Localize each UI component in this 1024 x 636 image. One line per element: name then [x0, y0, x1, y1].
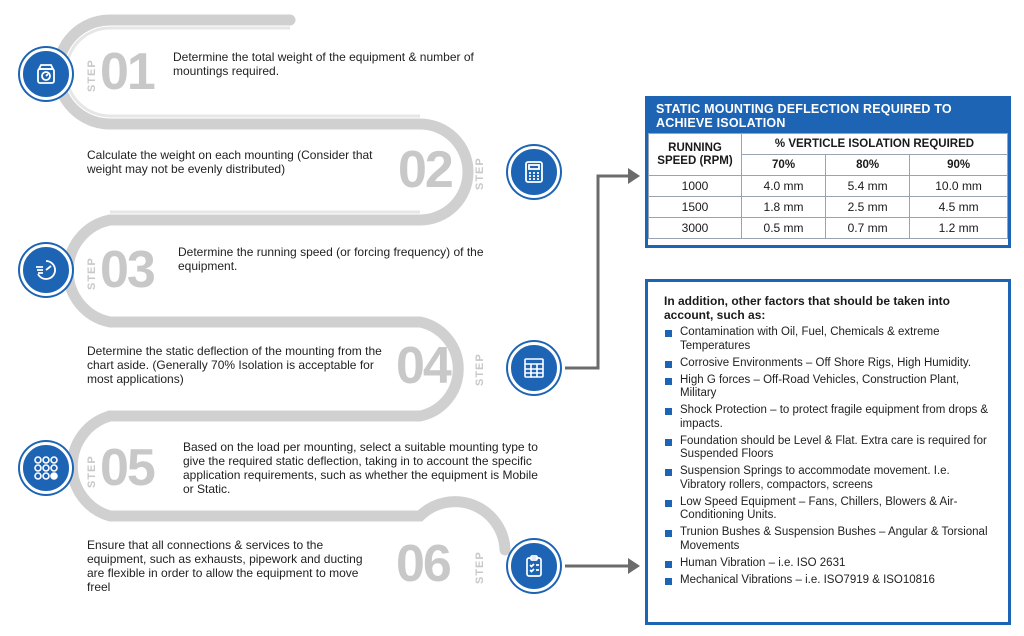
step-04-label: STEP [474, 353, 486, 386]
step-03-number: 03 [100, 241, 154, 299]
isolation-header: % VERTICLE ISOLATION REQUIRED [742, 134, 1008, 155]
col-header: 90% [910, 155, 1008, 176]
step-04-text: Determine the static deflection of the mounting from the chart aside. (Generally 70% Isolation is acceptable for most applications) [87, 344, 382, 386]
scale-icon [20, 48, 72, 100]
table-row [649, 176, 1008, 197]
list-item: Trunion Bushes & Suspension Bushes – Angular & Torsional Movements [664, 526, 994, 553]
arrow-to-table [565, 176, 630, 368]
step-05-label: STEP [86, 455, 98, 488]
list-item: Shock Protection – to protect fragile equipment from drops & impacts. [664, 404, 994, 431]
value-cell: 0.7 mm [826, 218, 910, 239]
calculator-icon [508, 146, 560, 198]
factors-list [664, 326, 994, 587]
step-04-number: 04 [396, 337, 450, 395]
speed-cell: 1500 [649, 197, 742, 218]
list-item: Mechanical Vibrations – i.e. ISO7919 & ISO10816 [664, 574, 994, 588]
chart-table-icon [508, 342, 560, 394]
factors-intro: In addition, other factors that should be taken into account, such as: [664, 294, 951, 322]
speed-header: RUNNING SPEED (RPM) [649, 134, 742, 176]
step-01-text: Determine the total weight of the equipment & number of mountings required. [173, 50, 474, 78]
clipboard-icon [508, 540, 560, 592]
list-item: High G forces – Off-Road Vehicles, Construction Plant, Military [664, 374, 994, 401]
list-item: Contamination with Oil, Fuel, Chemicals & extreme Temperatures [664, 326, 994, 353]
step-02-text: Calculate the weight on each mounting (Consider that weight may not be evenly distributed) [87, 148, 373, 176]
col-header: 80% [826, 155, 910, 176]
factors-box [645, 279, 1011, 625]
step-05-text: Based on the load per mounting, select a suitable mounting type to give the required static deflection, taking in to account the specific application requirements, such as whether the equipment is Mobile or Static. [183, 440, 538, 496]
value-cell: 0.5 mm [742, 218, 826, 239]
list-item: Suspension Springs to accommodate movement. I.e. Vibratory rollers, compactors, screens [664, 465, 994, 492]
dot-grid-icon [20, 442, 72, 494]
value-cell: 5.4 mm [826, 176, 910, 197]
table-row [649, 197, 1008, 218]
speed-cell: 1000 [649, 176, 742, 197]
speed-cell: 3000 [649, 218, 742, 239]
value-cell: 1.2 mm [910, 218, 1008, 239]
value-cell: 4.0 mm [742, 176, 826, 197]
step-02-number: 02 [398, 141, 452, 199]
step-06-number: 06 [396, 535, 450, 593]
list-item: Low Speed Equipment – Fans, Chillers, Blowers & Air-Conditioning Units. [664, 496, 994, 523]
step-06-label: STEP [474, 551, 486, 584]
step-03-label: STEP [86, 257, 98, 290]
step-05-number: 05 [100, 439, 154, 497]
col-header: 70% [742, 155, 826, 176]
value-cell: 4.5 mm [910, 197, 1008, 218]
step-06-text: Ensure that all connections & services to the equipment, such as exhausts, pipework and ducting are flexible in order to allow the equipment to move freel [87, 538, 363, 594]
speedometer-icon [20, 244, 72, 296]
list-item: Corrosive Environments – Off Shore Rigs, High Humidity. [664, 357, 994, 371]
value-cell: 2.5 mm [826, 197, 910, 218]
list-item: Foundation should be Level & Flat. Extra care is required for Suspended Floors [664, 435, 994, 462]
step-01-label: STEP [86, 59, 98, 92]
value-cell: 10.0 mm [910, 176, 1008, 197]
deflection-table-box [645, 96, 1011, 248]
table-title: STATIC MOUNTING DEFLECTION REQUIRED TO ACHIEVE ISOLATION [648, 99, 1008, 133]
list-item: Human Vibration – i.e. ISO 2631 [664, 557, 994, 571]
deflection-table [648, 133, 1008, 239]
table-row [649, 218, 1008, 239]
step-03-text: Determine the running speed (or forcing frequency) of the equipment. [178, 245, 484, 273]
step-01-number: 01 [100, 43, 154, 101]
value-cell: 1.8 mm [742, 197, 826, 218]
step-02-label: STEP [474, 157, 486, 190]
